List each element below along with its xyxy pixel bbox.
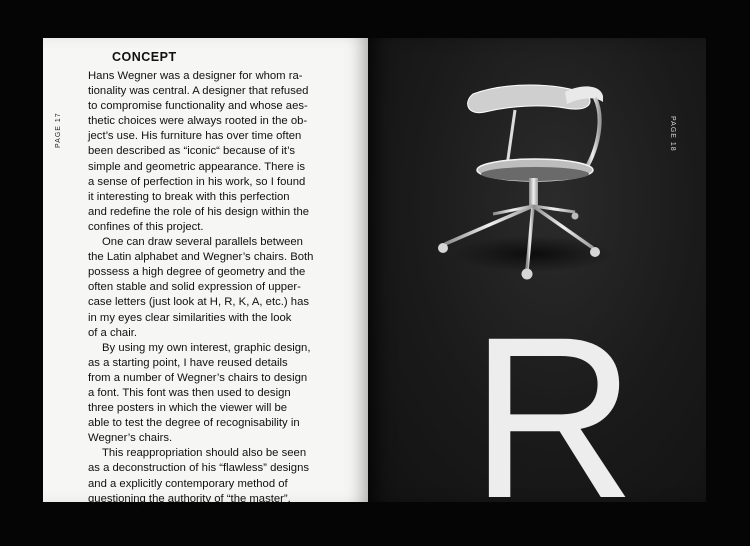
text-line: questioning the authority of “the master”.: [88, 492, 291, 505]
text-line: case letters (just look at H, R, K, A, etc.) has: [88, 296, 310, 309]
text-line: been described as “iconic“ because of it’s: [88, 145, 296, 158]
concept-body-text: [88, 69, 360, 507]
text-line: Wegner’s chairs.: [88, 432, 173, 445]
text-line: One can draw several parallels between: [102, 236, 303, 249]
text-line: This reappropriation should also be seen: [102, 447, 307, 460]
text-line: Hans Wegner was a designer for whom ra-: [88, 70, 303, 82]
text-line: and redefine the role of his design within the: [88, 205, 310, 218]
text-line: three posters in which the viewer will be: [88, 402, 288, 415]
page-heading: CONCEPT: [112, 50, 177, 64]
text-line: of a chair.: [88, 326, 137, 339]
text-line: often stable and solid expression of upper-: [88, 281, 301, 294]
text-line: a font. This font was then used to design: [88, 386, 291, 399]
text-line: in my eyes clear similarities with the look: [88, 311, 292, 324]
text-line: possess a high degree of geometry and the: [88, 266, 306, 279]
text-line: simple and geometric appearance. There is: [88, 160, 306, 173]
page-number-left: PAGE 17: [55, 112, 62, 148]
text-line: as a deconstruction of his “flawless” designs: [88, 462, 310, 475]
text-line: ject’s use. His furniture has over time often: [88, 130, 302, 143]
page-number-right: PAGE 18: [669, 116, 676, 152]
large-letter-r: R: [470, 289, 637, 546]
text-line: as a starting point, I have reused details: [88, 356, 288, 369]
text-line: By using my own interest, graphic design,: [102, 341, 311, 354]
text-line: thetic choices were always rooted in the ob-: [88, 115, 308, 128]
text-line: tionality was central. A designer that refused: [88, 85, 309, 98]
text-line: and a explicitly contemporary method of: [88, 477, 288, 490]
swivel-chair-photo: [415, 74, 645, 294]
text-line: confines of this project.: [88, 220, 204, 233]
text-line: a sense of perfection in his work, so I found: [88, 175, 306, 188]
text-line: the Latin alphabet and Wegner’s chairs. Both: [88, 251, 314, 264]
text-line: from a number of Wegner’s chairs to design: [88, 371, 308, 384]
text-line: to compromise functionality and whose aes-: [88, 100, 308, 113]
text-line: able to test the degree of recognisability in: [88, 417, 300, 430]
text-line: it interesting to break with this perfection: [88, 190, 290, 203]
